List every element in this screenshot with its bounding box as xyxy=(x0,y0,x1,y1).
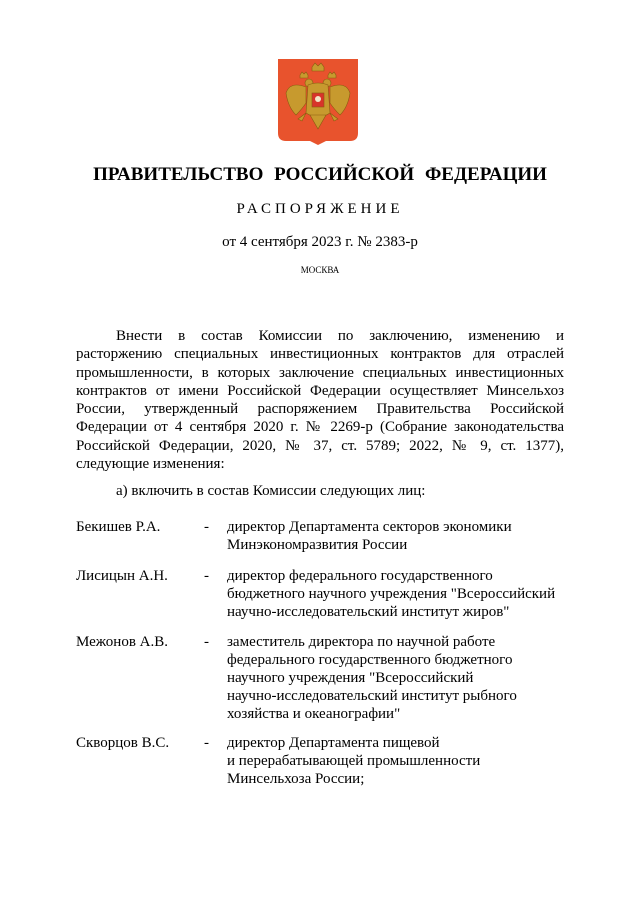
member-name: Бекишев Р.А. xyxy=(76,519,161,535)
member-role: директор Департамента пищевой и перерабатывающей промышленности Минсельхоза России; xyxy=(227,735,481,787)
member-dash: - xyxy=(204,519,209,535)
member-role: директор Департамента секторов экономики Минэкономразвития России xyxy=(227,519,512,553)
member-name: Лисицын А.Н. xyxy=(76,568,168,584)
member-name: Межонов А.В. xyxy=(76,634,168,650)
member-dash: - xyxy=(204,634,209,650)
member-name: Скворцов В.С. xyxy=(76,735,170,751)
body-paragraph: Внести в состав Комиссии по заключению, изменению и расторжению специальных инвестиционных контрактов для отраслей промышленности, в которых заключение специальных инвестиционных контрактов от имени Российской Федерации осуществляет Минсельхоз России, утвержденный распоряжением Правительства Российской Федерации от 4 сентября 2020 г. № 2269-р (Собрание законодательства Российской Федерации, 2020, № 37, ст. 5789; 2022, № 9, ст. 1377), следующие изменения: xyxy=(76,328,564,473)
document-date-number: от 4 сентября 2023 г. № 2383-р xyxy=(222,234,418,250)
member-role: директор федерального государственного бюджетного научного учреждения "Всероссийский научно-исследовательский институт жиров" xyxy=(227,568,556,620)
subitem-a: а) включить в состав Комиссии следующих лиц: xyxy=(116,483,426,499)
member-role: заместитель директора по научной работе федерального государственного бюджетного научного учреждения "Всероссийский научно-исследовательский институт рыбного хозяйства и океанографии" xyxy=(227,634,517,722)
coat-of-arms-icon xyxy=(276,57,360,145)
government-title: ПРАВИТЕЛЬСТВО РОССИЙСКОЙ ФЕДЕРАЦИИ xyxy=(93,164,547,185)
document-city: МОСКВА xyxy=(300,265,340,275)
member-dash: - xyxy=(204,735,209,751)
member-dash: - xyxy=(204,568,209,584)
document-type: РАСПОРЯЖЕНИЕ xyxy=(236,201,404,217)
